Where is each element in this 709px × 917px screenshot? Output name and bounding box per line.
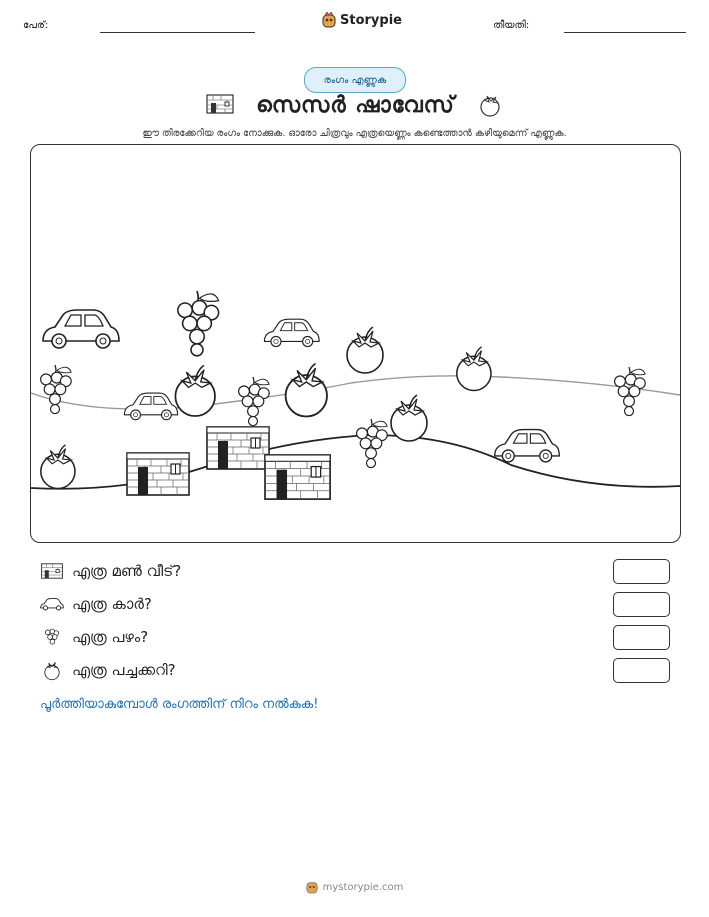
grapes: [239, 377, 270, 426]
tomato: [347, 327, 383, 373]
brand-name: Storypie: [340, 12, 402, 28]
question-text: എത്ര പച്ചക്കറി?: [72, 661, 176, 679]
date-label: തീയതി:: [493, 20, 530, 31]
footer-url[interactable]: mystorypie.com: [322, 881, 404, 893]
answer-box-tomato[interactable]: [613, 658, 670, 683]
scene-drawing: [31, 145, 680, 542]
tomato: [391, 395, 427, 441]
question-tomato: [40, 659, 176, 681]
name-line[interactable]: [100, 32, 255, 33]
answer-box-mud-house[interactable]: [613, 559, 670, 584]
grapes: [357, 419, 388, 468]
car-icon: [40, 593, 64, 615]
car: [264, 319, 319, 346]
car: [495, 430, 560, 462]
question-text: എത്ര മൺ വീട്?: [72, 562, 182, 580]
page-title: [0, 90, 709, 118]
tomato-icon: [40, 659, 64, 681]
date-line[interactable]: [564, 32, 686, 33]
mud-house: [265, 455, 330, 499]
instruction-text: ഈ തിരക്കേറിയ രംഗം നോക്കുക. ഓരോ ചിത്രവും എത്രയെണ്ണം കണ്ടെത്താൻ കഴിയുമെന്ന് എണ്ണുക.: [142, 128, 567, 139]
tomato: [286, 364, 327, 417]
tomato: [175, 365, 215, 416]
tomato-icon: [476, 90, 504, 118]
answer-box-car[interactable]: [613, 592, 670, 617]
mud-house-icon: [40, 560, 64, 582]
footer: [0, 880, 709, 894]
question-text: എത്ര കാർ?: [72, 595, 152, 613]
color-instruction: പൂർത്തിയാകുമ്പോൾ രംഗത്തിന് നിറം നൽകുക!: [40, 697, 319, 712]
mud-house: [207, 427, 269, 469]
count-scene: [30, 144, 681, 543]
grapes: [615, 367, 646, 416]
question-text: എത്ര പഴം?: [72, 628, 149, 646]
tomato: [457, 347, 491, 391]
storypie-mascot-icon: [306, 880, 318, 894]
title-text: സെസർ ഷാവേസ്: [256, 93, 455, 118]
answer-box-grapes[interactable]: [613, 625, 670, 650]
question-grapes: [40, 626, 148, 648]
brand-logo: [322, 12, 402, 28]
question-mud-house: [40, 560, 181, 582]
car: [124, 393, 177, 420]
question-car: [40, 593, 152, 615]
far-ground-line: [31, 376, 680, 409]
grapes-icon: [40, 626, 64, 648]
mud-house: [127, 453, 189, 495]
mud-house-icon: [205, 93, 235, 115]
name-label: പേര്:: [23, 20, 49, 31]
car: [43, 310, 119, 348]
storypie-mascot-icon: [322, 12, 336, 28]
scene-count-badge: രംഗം എണ്ണുക: [304, 67, 406, 93]
tomato: [41, 445, 75, 489]
grapes: [41, 365, 72, 414]
grapes: [178, 291, 219, 356]
